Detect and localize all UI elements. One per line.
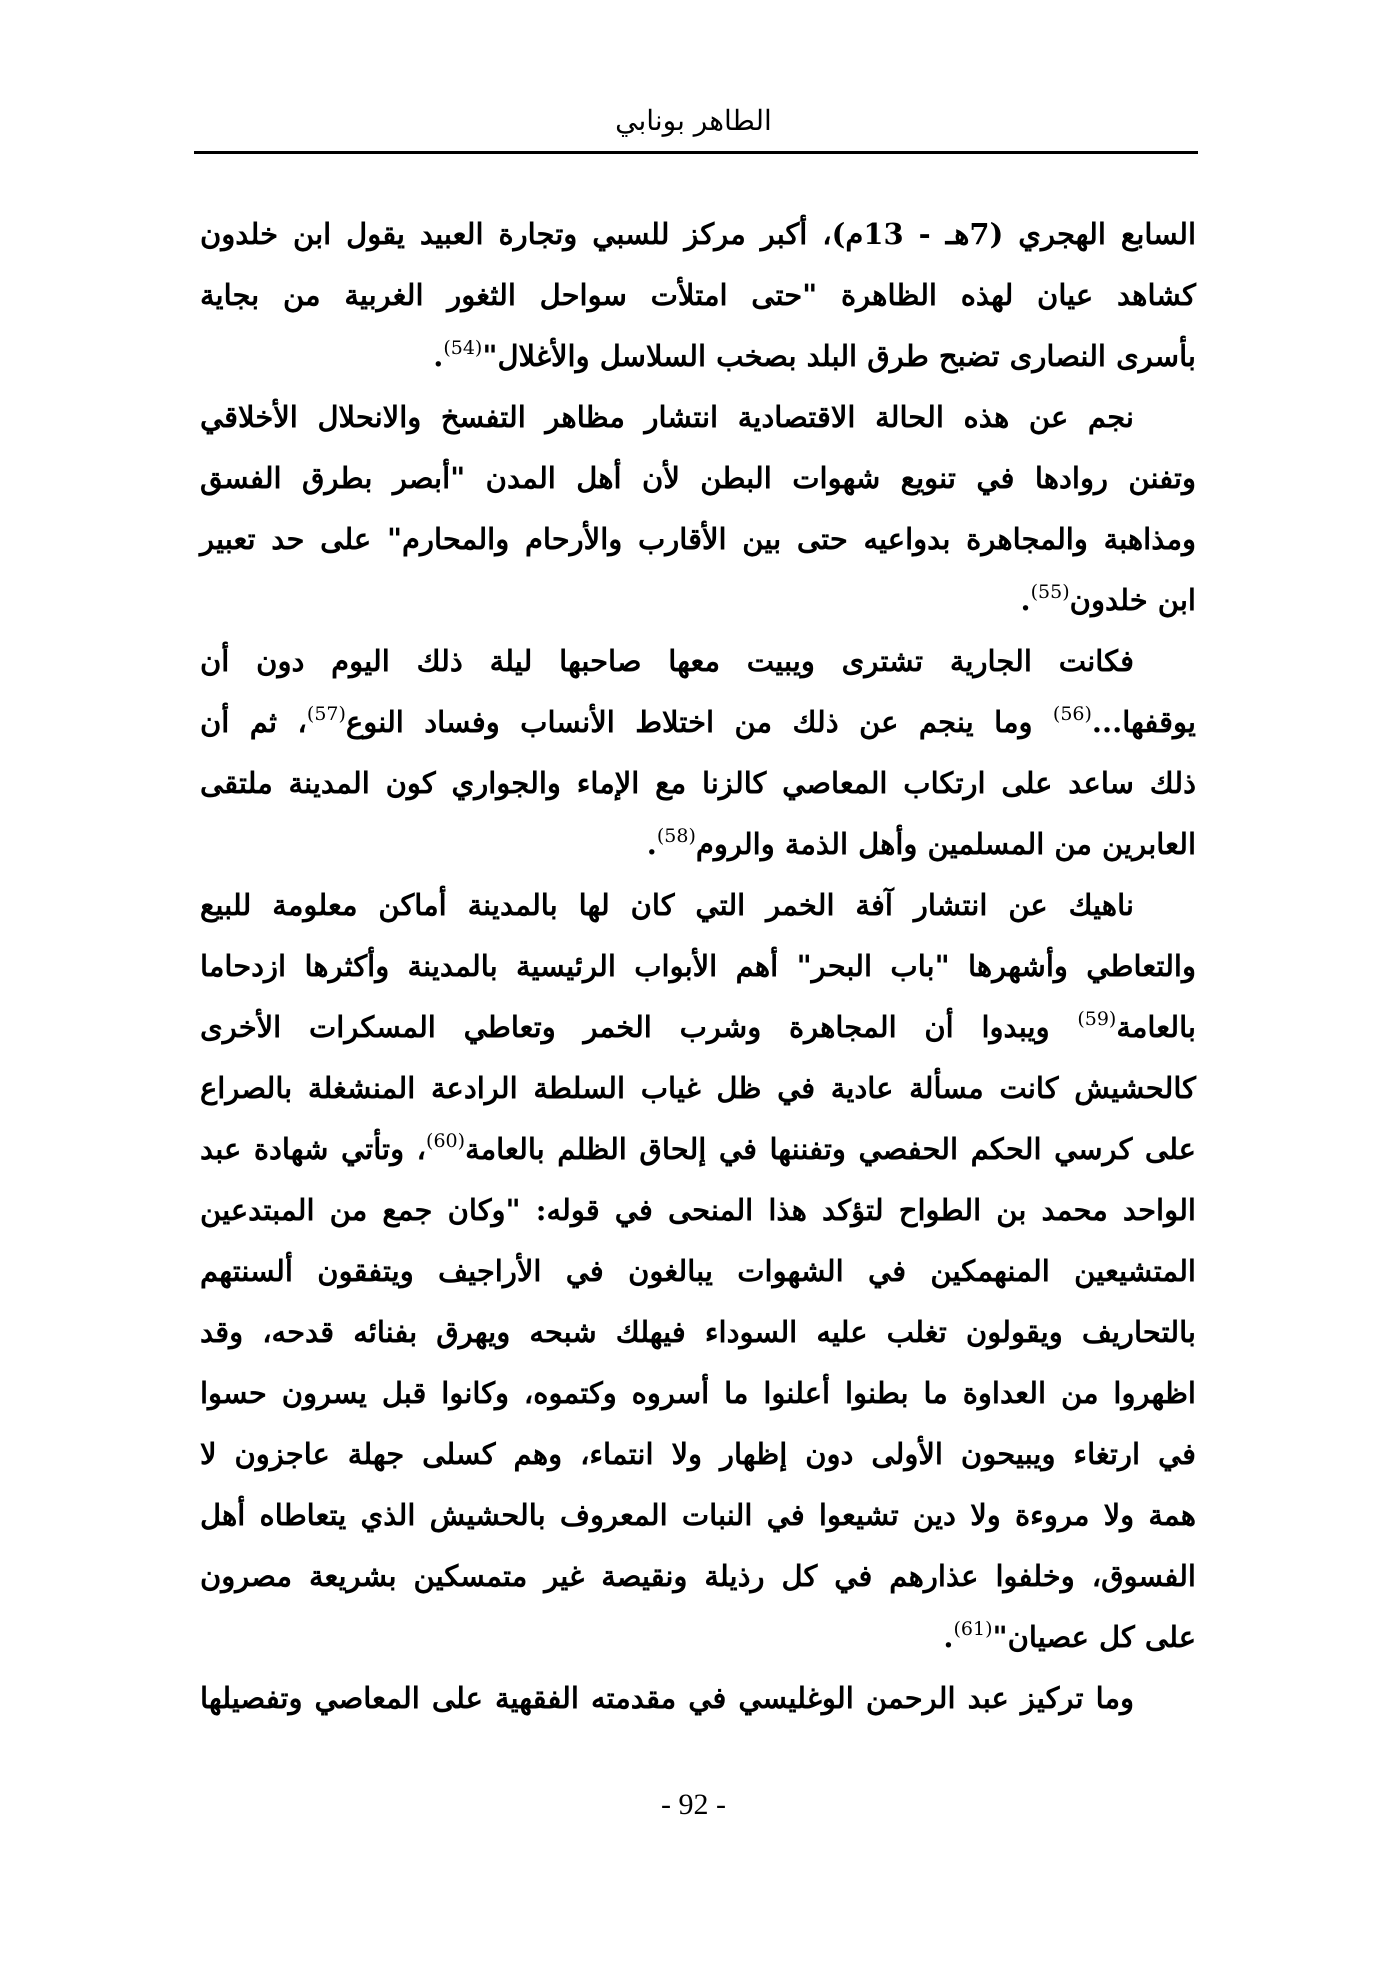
text-line xyxy=(200,1485,1196,1546)
text-run: اظهروا من العداوة ما بطنوا أعلنوا ما أسروه وكتموه، وكانوا قبل يسرون حسوا xyxy=(200,1376,1196,1410)
text-line xyxy=(200,387,1196,448)
text-line xyxy=(200,1424,1196,1485)
text-run: الفسوق، وخلفوا عذارهم في كل رذيلة ونقيصة غير متمسكين بشريعة مصرون xyxy=(200,1559,1196,1593)
footnote-ref: (61) xyxy=(953,1618,993,1640)
text-line xyxy=(200,997,1196,1058)
text-run: . xyxy=(433,339,444,373)
footnote-ref: (56) xyxy=(1052,703,1092,725)
text-run: . xyxy=(943,1620,954,1654)
text-line xyxy=(200,1119,1196,1180)
text-run: على كرسي الحكم الحفصي وتفننها في إلحاق الظلم بالعامة xyxy=(465,1132,1196,1166)
text-run: وما ينجم عن ذلك من اختلاط الأنساب وفساد النوع xyxy=(345,705,1053,739)
text-line xyxy=(200,631,1196,692)
header-rule xyxy=(194,151,1198,154)
text-line xyxy=(200,692,1196,753)
text-run: وتفنن روادها في تنويع شهوات البطن لأن أهل المدن "أبصر بطرق الفسق xyxy=(200,461,1196,495)
text-run: في ارتغاء ويبيحون الأولى دون إظهار ولا انتماء، وهم كسلى جهلة عاجزون لا xyxy=(200,1437,1196,1471)
text-run: العابرين من المسلمين وأهل الذمة والروم xyxy=(695,827,1196,861)
footnote-ref: (55) xyxy=(1030,581,1070,603)
text-line xyxy=(200,326,1196,387)
text-line xyxy=(200,204,1196,265)
text-run: همة ولا مروءة ولا دين تشيعوا في النبات المعروف بالحشيش الذي يتعاطاه أهل xyxy=(200,1498,1196,1532)
text-line xyxy=(200,875,1196,936)
text-line xyxy=(200,1180,1196,1241)
text-run: بالتحاريف ويقولون تغلب عليه السوداء فيهلك شبحه ويهرق بفنائه قدحه، وقد xyxy=(200,1315,1196,1349)
text-line xyxy=(200,1363,1196,1424)
text-line xyxy=(200,936,1196,997)
text-run: نجم عن هذه الحالة الاقتصادية انتشار مظاهر التفسخ والانحلال الأخلاقي xyxy=(200,400,1134,434)
text-run: وما تركيز عبد الرحمن الوغليسي في مقدمته الفقهية على المعاصي وتفصيلها xyxy=(200,1681,1134,1715)
text-run: على كل عصيان" xyxy=(992,1620,1196,1654)
text-line xyxy=(200,753,1196,814)
footnote-ref: (57) xyxy=(306,703,346,725)
text-run: . xyxy=(646,827,657,861)
text-run: السابع الهجري (7هـ - 13م)، أكبر مركز للسبي وتجارة العبيد يقول ابن خلدون xyxy=(200,217,1196,251)
footnote-ref: (54) xyxy=(443,337,483,359)
text-run: ، ثم أن xyxy=(200,705,307,739)
text-line xyxy=(200,448,1196,509)
text-line xyxy=(200,1668,1196,1729)
running-header: الطاهر بونابي xyxy=(615,104,772,137)
text-run: . xyxy=(1020,583,1031,617)
text-run: الواحد محمد بن الطواح لتؤكد هذا المنحى في قوله: "وكان جمع من المبتدعين xyxy=(200,1193,1196,1227)
page-number: - 92 - xyxy=(661,1788,726,1821)
footnote-ref: (59) xyxy=(1077,1008,1117,1030)
text-run: ، وتأتي شهادة عبد xyxy=(200,1132,427,1166)
text-line xyxy=(200,570,1196,631)
text-line xyxy=(200,509,1196,570)
body-text xyxy=(200,204,1196,1729)
text-line xyxy=(200,814,1196,875)
text-run: بالعامة xyxy=(1116,1010,1196,1044)
text-line xyxy=(200,265,1196,326)
text-line xyxy=(200,1302,1196,1363)
text-run: ومذاهبة والمجاهرة بدواعيه حتى بين الأقارب والأرحام والمحارم" على حد تعبير xyxy=(200,522,1197,556)
text-run: كشاهد عيان لهذه الظاهرة "حتى امتلأت سواحل الثغور الغربية من بجاية xyxy=(200,278,1196,312)
text-run: كالحشيش كانت مسألة عادية في ظل غياب السلطة الرادعة المنشغلة بالصراع xyxy=(200,1071,1196,1105)
text-run: ويبدوا أن المجاهرة وشرب الخمر وتعاطي المسكرات الأخرى xyxy=(200,1010,1078,1044)
text-line xyxy=(200,1058,1196,1119)
text-run: المتشيعين المنهمكين في الشهوات يبالغون في الأراجيف ويتفقون ألسنتهم xyxy=(200,1254,1196,1288)
text-line xyxy=(200,1241,1196,1302)
footnote-ref: (58) xyxy=(656,825,696,847)
text-line xyxy=(200,1607,1196,1668)
text-run: بأسرى النصارى تضبح طرق البلد بصخب السلاسل والأغلال" xyxy=(482,339,1196,373)
text-run: ناهيك عن انتشار آفة الخمر التي كان لها بالمدينة أماكن معلومة للبيع xyxy=(200,888,1134,922)
text-line xyxy=(200,1546,1196,1607)
text-run: فكانت الجارية تشترى ويبيت معها صاحبها ليلة ذلك اليوم دون أن xyxy=(200,644,1134,678)
text-run: ذلك ساعد على ارتكاب المعاصي كالزنا مع الإماء والجواري كون المدينة ملتقى xyxy=(200,766,1196,800)
text-run: ابن خلدون xyxy=(1069,583,1196,617)
text-run: يوقفها... xyxy=(1091,705,1196,739)
footnote-ref: (60) xyxy=(426,1130,466,1152)
text-run: والتعاطي وأشهرها "باب البحر" أهم الأبواب الرئيسية بالمدينة وأكثرها ازدحاما xyxy=(200,949,1196,983)
